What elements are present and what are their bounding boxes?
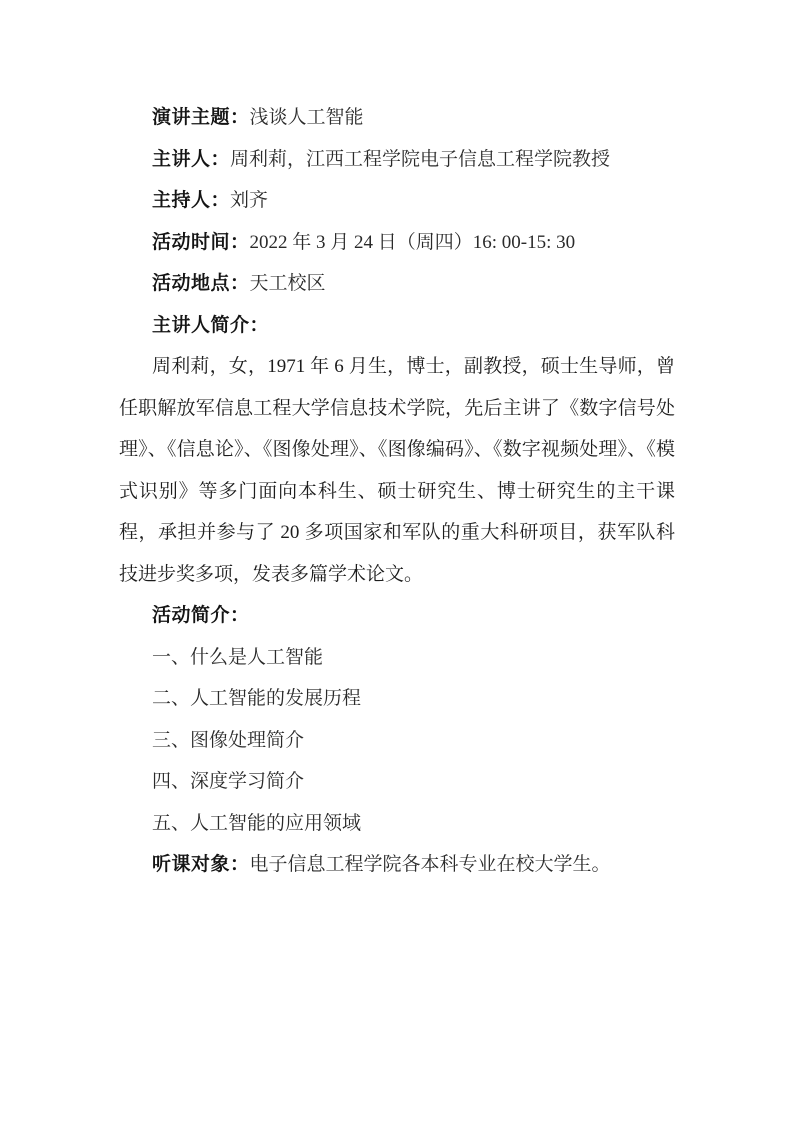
speaker-intro-paragraph: 周利莉，女，1971 年 6 月生，博士，副教授，硕士生导师，曾任职解放军信息工程大学信息技术学院，先后主讲了《数字信号处理》、《信息论》、《图像处理》、《图像编码》、《数字视频处理》、《模式识别》等多门面向本科生、硕士研究生、博士研究生的主干课程，承担并参与了 20 多项国家和军队的重大科研项目，获军队科技进步奖多项，发表多篇学术论文。 [119,356,675,585]
audience-label: 听课对象： [152,854,250,875]
host-value: 刘齐 [230,190,269,211]
audience-line [119,844,675,886]
place-value: 天工校区 [249,273,326,294]
activity-item-5 [119,803,675,845]
activity-item-3 [119,720,675,762]
speaker-value: 周利莉，江西工程学院电子信息工程学院教授 [230,148,611,170]
audience-value: 电子信息工程学院各本科专业在校大学生。 [249,854,611,875]
host-label: 主持人： [152,190,231,211]
activity-item-2-text: 二、人工智能的发展历程 [152,688,362,709]
activity-item-4 [119,761,675,803]
activity-intro-heading: 活动简介： [152,605,250,626]
activity-item-1 [119,637,675,679]
speaker-label: 主讲人： [152,148,231,170]
topic-label: 演讲主题： [152,107,250,128]
activity-intro-heading-line [119,595,675,637]
info-line-place [119,263,675,305]
activity-item-2 [119,678,675,720]
info-line-time [119,222,675,264]
time-value: 2022 年 3 月 24 日（周四）16: 00-15: 30 [249,231,576,253]
place-label: 活动地点： [152,273,250,294]
speaker-intro-heading: 主讲人简介： [152,314,270,336]
topic-value: 浅谈人工智能 [249,107,364,128]
info-line-topic [119,97,675,139]
activity-item-5-text: 五、人工智能的应用领域 [152,812,362,834]
activity-item-3-text: 三、图像处理简介 [152,729,305,751]
info-line-host [119,180,675,222]
activity-item-4-text: 四、深度学习简介 [152,771,305,792]
time-label: 活动时间： [152,231,250,253]
info-line-speaker [119,139,675,181]
speaker-intro-heading-line [119,305,675,347]
activity-item-1-text: 一、什么是人工智能 [152,646,324,668]
